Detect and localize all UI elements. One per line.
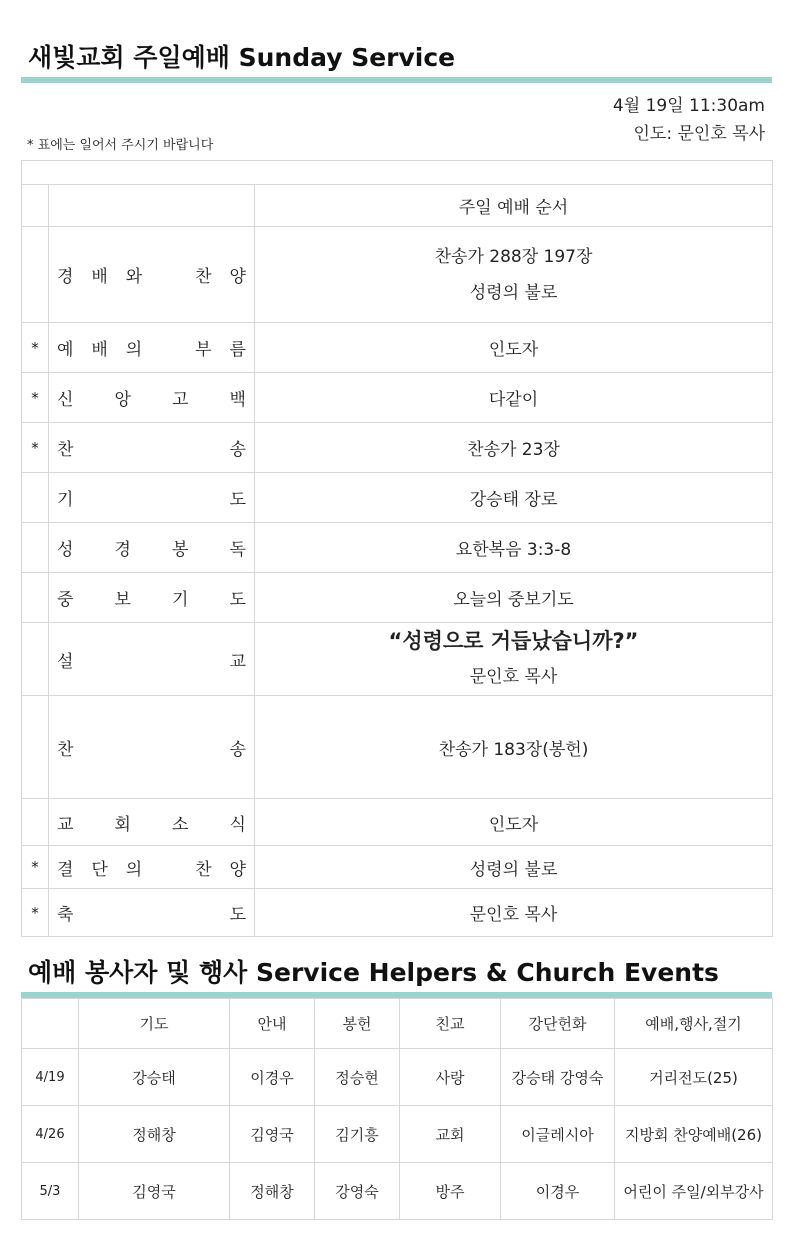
stand-marker: * [22, 323, 49, 373]
order-item-content [255, 373, 773, 423]
order-item-char: 경 [57, 267, 74, 287]
helpers-cell: 이경우 [230, 1049, 315, 1106]
order-heading: 주일 예배 순서 [255, 185, 773, 227]
order-content-line: 찬송가 183장(봉헌) [438, 739, 589, 760]
stand-marker [22, 227, 49, 323]
order-item-char: 기 [57, 490, 74, 510]
order-item-label [49, 573, 255, 623]
order-item-label [49, 423, 255, 473]
order-item-char: 송 [229, 739, 246, 760]
stand-marker: * [22, 846, 49, 889]
helpers-cell: 김영국 [79, 1163, 230, 1220]
order-item-label [49, 696, 255, 799]
stand-marker [22, 696, 49, 799]
order-row [22, 373, 773, 423]
order-item-label [49, 227, 255, 323]
order-item-content [255, 846, 773, 889]
order-item-char: 경 [114, 540, 131, 560]
order-item-char: 백 [229, 390, 246, 410]
stand-marker: * [22, 373, 49, 423]
stand-marker [22, 523, 49, 573]
order-item-char: 부 [195, 340, 212, 360]
order-item-char: 예 [57, 340, 74, 360]
order-item-char: 앙 [114, 390, 131, 410]
order-item-char: 찬 [195, 859, 212, 880]
order-item-char: 식 [229, 814, 246, 835]
order-row [22, 623, 773, 696]
order-blank-row [22, 161, 773, 185]
title-underline [21, 77, 772, 83]
order-item-char: 찬 [57, 739, 74, 760]
order-item-char: 름 [229, 340, 246, 360]
order-content-line: 강승태 장로 [469, 490, 558, 510]
order-content-line: 문인호 목사 [469, 905, 558, 925]
helpers-cell: 이경우 [501, 1163, 615, 1220]
order-item-char [160, 855, 177, 880]
service-leader: 인도: 문인호 목사 [633, 124, 765, 144]
order-item-char: 기 [172, 590, 189, 610]
order-item-char: 송 [229, 440, 246, 460]
service-date-time: 4월 19일 11:30am [612, 96, 765, 116]
order-item-char: 성 [57, 540, 74, 560]
order-item-char: 설 [57, 651, 74, 672]
helpers-date: 4/19 [22, 1049, 79, 1106]
helpers-date: 4/26 [22, 1106, 79, 1163]
helpers-cell: 김영국 [230, 1106, 315, 1163]
helpers-cell: 강승태 강영숙 [501, 1049, 615, 1106]
order-content-line: 찬송가 288장 197장 [434, 246, 593, 267]
service-meta [613, 92, 765, 148]
worship-order-table [21, 160, 773, 937]
stand-marker: * [22, 423, 49, 473]
order-item-content [255, 696, 773, 799]
order-content-line: “성령으로 거듭났습니까?” [388, 629, 639, 653]
helpers-column-header [22, 999, 79, 1049]
helpers-date: 5/3 [22, 1163, 79, 1220]
order-row [22, 889, 773, 937]
stand-marker: * [22, 889, 49, 937]
order-item-char: 독 [229, 540, 246, 560]
order-item-char: 찬 [57, 440, 74, 460]
order-item-char [160, 335, 177, 360]
order-item-label [49, 799, 255, 846]
order-content-line: 찬송가 23장 [467, 440, 560, 460]
helpers-cell: 거리전도(25) [615, 1049, 773, 1106]
order-item-char: 양 [229, 859, 246, 880]
order-item-content [255, 889, 773, 937]
order-item-char: 도 [229, 590, 246, 610]
order-item-char: 소 [172, 814, 189, 835]
helpers-cell: 사랑 [400, 1049, 501, 1106]
order-row [22, 523, 773, 573]
order-item-char: 단 [91, 859, 108, 880]
order-content-line: 문인호 목사 [469, 667, 558, 687]
helpers-column-header: 강단헌화 [501, 999, 615, 1049]
order-item-char: 배 [91, 340, 108, 360]
stand-marker [22, 473, 49, 523]
helpers-row [22, 1163, 773, 1220]
helpers-header-row [22, 999, 773, 1049]
order-item-label [49, 323, 255, 373]
order-item-char: 와 [125, 267, 143, 287]
order-content-line: 오늘의 중보기도 [453, 590, 574, 610]
page-title: 새빛교회 주일예배 Sunday Service [28, 43, 456, 72]
order-item-label [49, 623, 255, 696]
order-item-char: 중 [57, 590, 74, 610]
helpers-cell: 정승현 [315, 1049, 400, 1106]
order-row [22, 227, 773, 323]
stand-marker [22, 573, 49, 623]
helpers-cell: 이글레시아 [501, 1106, 615, 1163]
order-item-content [255, 799, 773, 846]
order-item-label [49, 473, 255, 523]
order-item-content [255, 423, 773, 473]
order-item-content [255, 573, 773, 623]
order-row [22, 696, 773, 799]
helpers-cell: 정해창 [230, 1163, 315, 1220]
order-content-line: 인도자 [488, 340, 539, 360]
order-content-line: 다같이 [488, 390, 539, 410]
helpers-title: 예배 봉사자 및 행사 Service Helpers & Church Events [28, 958, 719, 987]
order-item-char: 배 [91, 267, 108, 287]
order-item-char: 도 [229, 490, 246, 510]
order-item-char: 축 [57, 905, 74, 925]
order-item-label [49, 889, 255, 937]
order-item-content [255, 323, 773, 373]
helpers-cell: 정해창 [79, 1106, 230, 1163]
order-item-char: 의 [125, 859, 143, 880]
helpers-column-header: 친교 [400, 999, 501, 1049]
order-item-content [255, 623, 773, 696]
order-item-content [255, 473, 773, 523]
order-item-char: 교 [229, 651, 246, 672]
helpers-cell: 강승태 [79, 1049, 230, 1106]
helpers-cell: 방주 [400, 1163, 501, 1220]
order-header-row [22, 185, 773, 227]
stand-marker [22, 623, 49, 696]
helpers-cell: 교회 [400, 1106, 501, 1163]
order-item-char: 회 [114, 814, 131, 835]
helpers-row [22, 1049, 773, 1106]
order-item-char: 신 [57, 390, 74, 410]
helpers-cell: 어린이 주일/외부강사 [615, 1163, 773, 1220]
order-item-content [255, 523, 773, 573]
order-item-char: 결 [57, 859, 74, 880]
order-content-line: 성령의 불로 [469, 282, 558, 303]
order-item-char: 양 [229, 267, 246, 287]
helpers-column-header: 안내 [230, 999, 315, 1049]
order-row [22, 799, 773, 846]
order-item-label [49, 846, 255, 889]
order-row [22, 473, 773, 523]
order-item-char: 도 [229, 905, 246, 925]
order-item-label [49, 523, 255, 573]
order-item-char [160, 262, 177, 287]
order-content-line: 인도자 [488, 814, 539, 835]
helpers-cell: 김기흥 [315, 1106, 400, 1163]
order-item-char: 봉 [172, 540, 189, 560]
order-item-content [255, 227, 773, 323]
order-row [22, 846, 773, 889]
order-item-char: 고 [172, 390, 189, 410]
order-row [22, 573, 773, 623]
order-item-char: 찬 [195, 267, 212, 287]
order-row [22, 423, 773, 473]
standing-note: * 표에는 일어서 주시기 바랍니다 [27, 138, 214, 153]
helpers-cell: 강영숙 [315, 1163, 400, 1220]
helpers-row [22, 1106, 773, 1163]
order-item-label [49, 373, 255, 423]
helpers-table [21, 998, 773, 1220]
order-content-line: 성령의 불로 [469, 859, 558, 880]
order-row [22, 323, 773, 373]
helpers-column-header: 예배,행사,절기 [615, 999, 773, 1049]
order-item-char: 보 [114, 590, 131, 610]
order-item-char: 의 [125, 340, 143, 360]
order-item-char: 교 [57, 814, 74, 835]
order-content-line: 요한복음 3:3-8 [455, 540, 572, 560]
stand-marker [22, 799, 49, 846]
helpers-cell: 지방회 찬양예배(26) [615, 1106, 773, 1163]
helpers-column-header: 봉헌 [315, 999, 400, 1049]
helpers-column-header: 기도 [79, 999, 230, 1049]
